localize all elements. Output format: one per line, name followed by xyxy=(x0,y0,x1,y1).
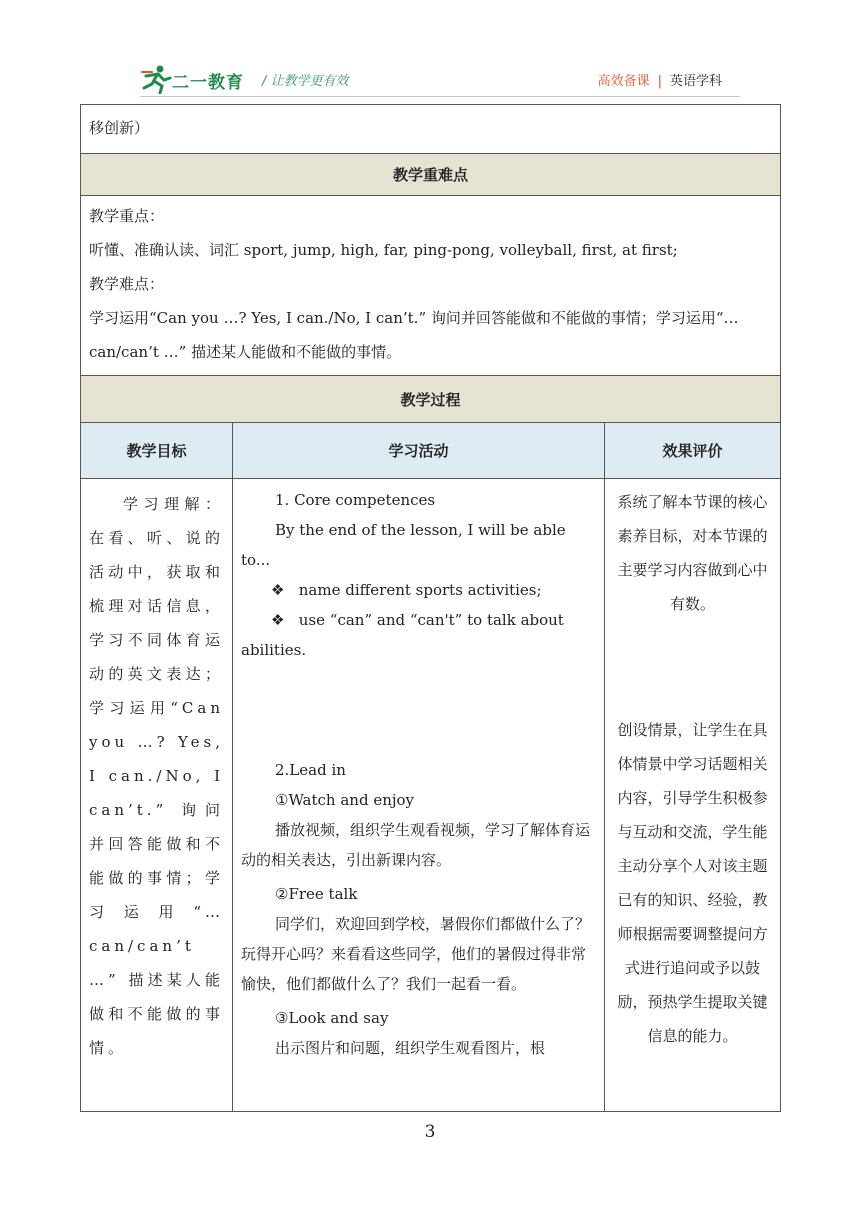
runner-logo-icon xyxy=(140,64,172,94)
step-look-text: 出示图片和问题，组织学生观看图片，根 xyxy=(275,1039,546,1057)
tag-right: 英语学科 xyxy=(669,74,722,89)
page-header xyxy=(140,62,740,96)
core-competences-title: 1. Core competences xyxy=(275,491,436,509)
goal-text: 学习理解：在看、听、说的活动中，获取和梳理对话信息，学习不同体育运动的英文表达；学习运用“Can you …? Yes, I can./No, I can’t.” 询问并回答能做和不能做的事情；学习运用“… can/can’t …” 描述某人能做和不能做的事情。 xyxy=(89,495,224,1057)
bullet-item xyxy=(241,575,596,605)
step-watch-title: ①Watch and enjoy xyxy=(275,791,415,809)
step-free-talk-text: 同学们，欢迎回到学校，暑假你们都做什么了？玩得开心吗？来看看这些同学，他们的暑假过得非常愉快，他们都做什么了？我们一起看一看。 xyxy=(241,915,591,993)
page-number: 3 xyxy=(424,1122,436,1142)
lead-in-title: 2.Lead in xyxy=(275,761,346,779)
difficulty-text: 学习运用“Can you …? Yes, I can./No, I can’t.” 询问并回答能做和不能做的事情；学习运用“… can/can’t …” 描述某人能做和不能做的事情。 xyxy=(89,309,739,361)
column-header-evaluation: 效果评价 xyxy=(605,423,781,479)
diamond-bullet-icon: ❖ xyxy=(271,611,299,629)
tag-separator: | xyxy=(657,74,662,89)
step-look-title: ③Look and say xyxy=(275,1009,389,1027)
tag-left: 高效备课 xyxy=(597,74,650,89)
difficulty-label: 教学难点： xyxy=(89,275,165,293)
continued-text: 移创新） xyxy=(89,119,150,137)
subject-tag xyxy=(598,70,722,89)
key-points-cell xyxy=(81,196,781,376)
header-divider xyxy=(140,96,740,97)
core-competences-intro: By the end of the lesson, I will be able to... xyxy=(241,521,566,569)
lesson-plan-table xyxy=(80,104,781,1112)
key-points-title: 教学重难点 xyxy=(81,154,781,196)
logo-text: 二一教育 xyxy=(172,73,244,93)
diamond-bullet-icon: ❖ xyxy=(271,581,299,599)
evaluation-text-2: 创设情景，让学生在具体情景中学习话题相关内容，引导学生积极参与互动和交流，学生能主动分享个人对该主题已有的知识、经验，教师根据需要调整提问方式进行追问或予以鼓励，预热学生提取关键信息的能力。 xyxy=(617,721,768,1045)
slogan: / 让教学更有效 xyxy=(262,74,349,89)
continued-cell xyxy=(81,105,781,154)
key-point-label: 教学重点： xyxy=(89,207,165,225)
evaluation-cell xyxy=(605,479,781,1112)
spacer xyxy=(605,627,780,707)
step-free-talk-title: ②Free talk xyxy=(275,885,358,903)
bullet-text: use “can” and “can't” to talk about abilities. xyxy=(241,611,564,659)
key-point-text: 听懂、准确认读、词汇 sport, jump, high, far, ping-pong, volleyball, first, at first; xyxy=(89,241,678,259)
logo xyxy=(140,64,250,94)
column-header-goal: 教学目标 xyxy=(81,423,233,479)
goal-cell xyxy=(81,479,233,1112)
step-watch-text: 播放视频，组织学生观看视频，学习了解体育运动的相关表达，引出新课内容。 xyxy=(241,821,591,869)
bullet-text: name different sports activities; xyxy=(298,581,542,599)
evaluation-text-1: 系统了解本节课的核心素养目标，对本节课的主要学习内容做到心中有数。 xyxy=(617,493,768,613)
activity-cell xyxy=(233,479,605,1112)
process-title: 教学过程 xyxy=(81,376,781,423)
column-header-activity: 学习活动 xyxy=(233,423,605,479)
bullet-item xyxy=(241,605,596,665)
spacer xyxy=(241,665,596,755)
